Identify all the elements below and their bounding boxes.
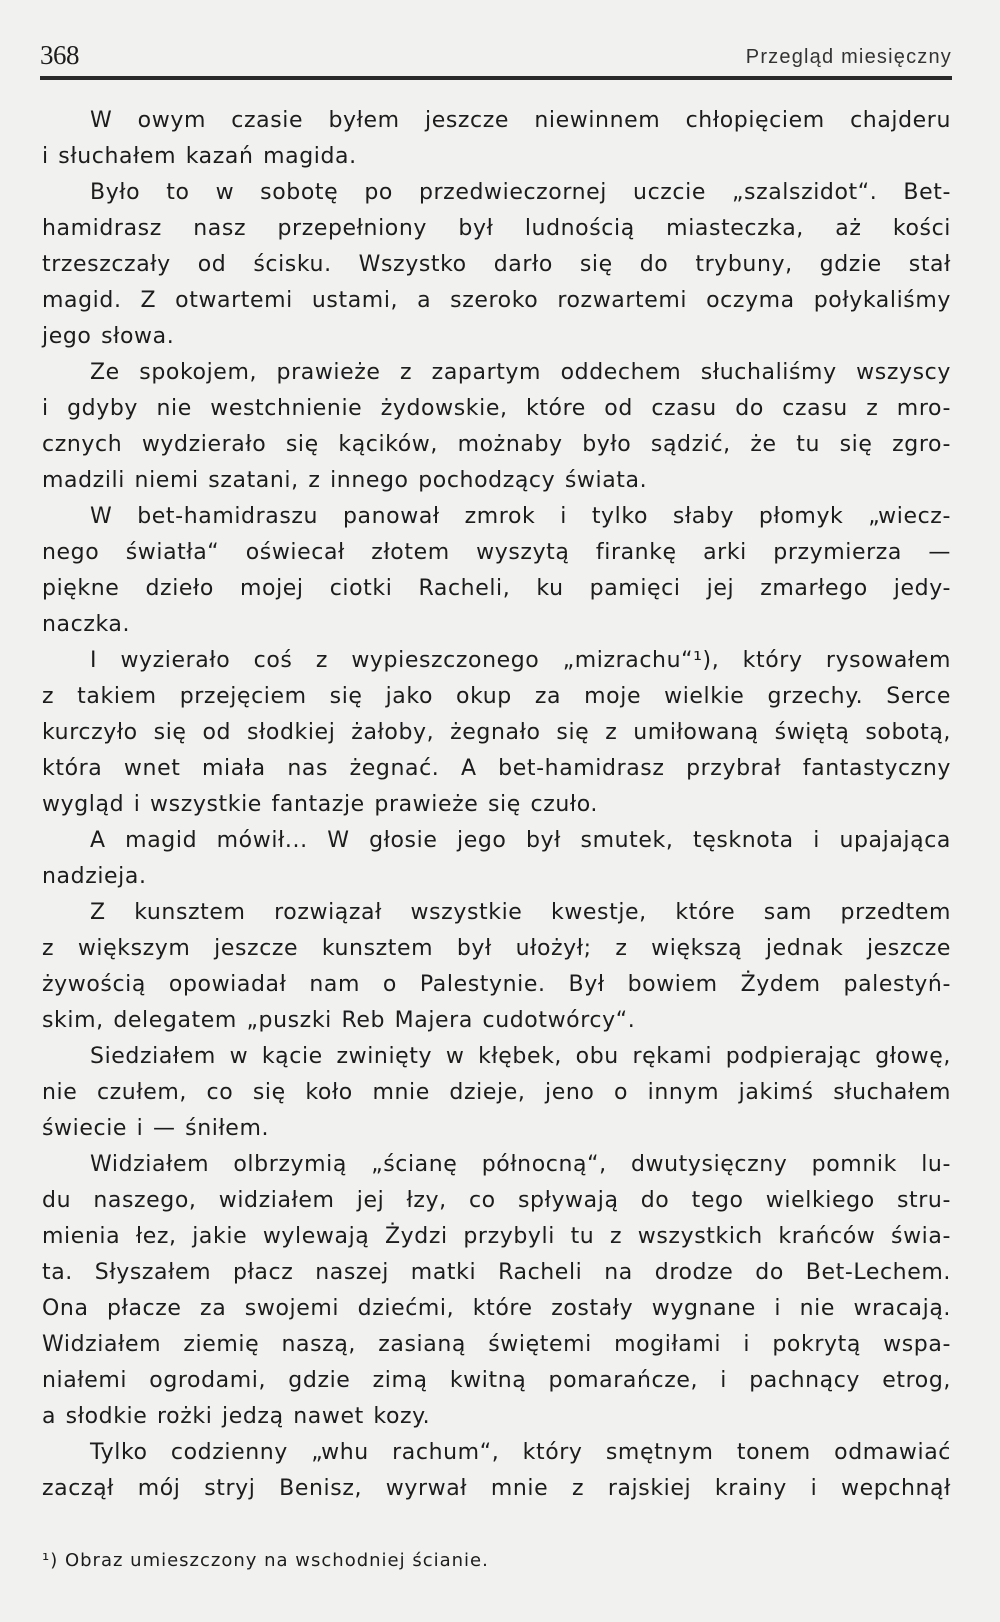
text-line: zaczął mój stryj Benisz, wyrwał mnie z rajskiej krainy i wepchnął: [42, 1476, 951, 1501]
text-line: Z kunsztem rozwiązał wszystkie kwestje, które sam przedtem: [90, 900, 951, 925]
text-line: a słodkie rożki jedzą nawet kozy.: [42, 1404, 431, 1429]
text-line: Ona płacze za swojemi dziećmi, które zostały wygnane i nie wracają.: [42, 1296, 951, 1321]
text-line: Widziałem olbrzymią „ścianę północną“, dwutysięczny pomnik lu-: [90, 1152, 951, 1177]
text-line: I wyzierało coś z wypieszczonego „mizrachu“¹), który rysowałem: [90, 648, 951, 673]
text-line: nego światła“ oświecał złotem wyszytą firankę arki przymierza —: [42, 540, 951, 565]
text-line: świecie i — śniłem.: [42, 1116, 270, 1141]
text-line: cznych wydzierało się kącików, możnaby było sądzić, że tu się zgro-: [42, 432, 951, 457]
text-line: i gdyby nie westchnienie żydowskie, które od czasu do czasu z mro-: [42, 396, 951, 421]
text-line: A magid mówił... W głosie jego był smutek, tęsknota i upajająca: [90, 828, 951, 853]
running-title: Przegląd miesięczny: [745, 46, 952, 68]
page-number: 368: [40, 40, 79, 70]
text-line: która wnet miała nas żegnać. A bet-hamidrasz przybrał fantastyczny: [42, 756, 951, 781]
text-line: naczka.: [42, 612, 131, 637]
text-line: trzeszczały od ścisku. Wszystko darło się do trybuny, gdzie stał: [42, 252, 951, 277]
text-line: W bet-hamidraszu panował zmrok i tylko słaby płomyk „wiecz-: [90, 504, 951, 529]
text-line: piękne dzieło mojej ciotki Racheli, ku pamięci jej zmarłego jedy-: [42, 576, 951, 601]
text-line: wygląd i wszystkie fantazje prawieże się czuło.: [42, 792, 599, 817]
text-line: z większym jeszcze kunsztem był ułożył; z większą jednak jeszcze: [42, 936, 951, 961]
text-line: hamidrasz nasz przepełniony był ludnością miasteczka, aż kości: [42, 216, 951, 241]
text-line: niałemi ogrodami, gdzie zimą kwitną pomarańcze, i pachnący etrog,: [42, 1368, 951, 1393]
footnote: ¹) Obraz umieszczony na wschodniej ścianie.: [42, 1550, 489, 1571]
text-line: z takiem przejęciem się jako okup za moje wielkie grzechy. Serce: [42, 684, 951, 709]
text-line: Tylko codzienny „whu rachum“, który smętnym tonem odmawiać: [90, 1440, 951, 1465]
text-line: kurczyło się od słodkiej żałoby, żegnało się z umiłowaną świętą sobotą,: [42, 720, 951, 745]
text-line: Było to w sobotę po przedwieczornej uczcie „szalszidot“. Bet-: [90, 180, 951, 205]
text-line: du naszego, widziałem jej łzy, co spływają do tego wielkiego stru-: [42, 1188, 951, 1213]
text-line: żywością opowiadał nam o Palestynie. Był bowiem Żydem palestyń-: [42, 972, 951, 997]
text-line: ta. Słyszałem płacz naszej matki Racheli na drodze do Bet-Lechem.: [42, 1260, 951, 1285]
text-line: Ze spokojem, prawieże z zapartym oddechem słuchaliśmy wszyscy: [90, 360, 951, 385]
text-line: jego słowa.: [42, 324, 175, 349]
text-line: mienia łez, jakie wylewają Żydzi przybyli tu z wszystkich krańców świa-: [42, 1224, 951, 1249]
text-line: nadzieja.: [42, 864, 147, 889]
text-line: i słuchałem kazań magida.: [42, 144, 357, 169]
text-line: nie czułem, co się koło mnie dzieje, jeno o innym jakimś słuchałem: [42, 1080, 951, 1105]
text-line: W owym czasie byłem jeszcze niewinnem chłopięciem chajderu: [90, 108, 951, 133]
header-rule: [40, 76, 952, 80]
text-line: madzili niemi szatani, z innego pochodzący świata.: [42, 468, 648, 493]
text-line: magid. Z otwartemi ustami, a szeroko rozwartemi oczyma połykaliśmy: [42, 288, 951, 313]
text-line: Siedziałem w kącie zwinięty w kłębek, obu rękami podpierając głowę,: [90, 1044, 951, 1069]
text-line: Widziałem ziemię naszą, zasianą świętemi mogiłami i pokrytą wspa-: [42, 1332, 951, 1357]
text-line: skim, delegatem „puszki Reb Majera cudotwórcy“.: [42, 1008, 636, 1033]
